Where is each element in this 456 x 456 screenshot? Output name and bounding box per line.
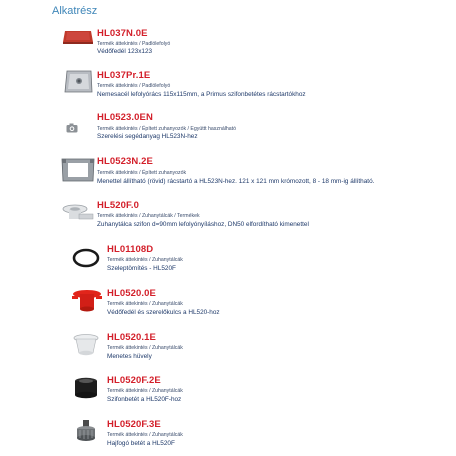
- product-code-link[interactable]: HL520F.0: [97, 200, 139, 211]
- breadcrumb: Termék áttekintés / Zuhanytálcák: [107, 257, 183, 263]
- product-description: Szeleptömítés - HL520F: [107, 265, 176, 272]
- product-description: Szifonbetét a HL520F-hoz: [107, 396, 182, 403]
- product-code-link[interactable]: HL037N.0E: [97, 28, 148, 39]
- list-item[interactable]: [0, 243, 456, 279]
- product-description: Nemesacél lefolyórács 115x115mm, a Primus szifonbetétes rácstartókhoz: [97, 91, 306, 98]
- camera-placeholder-icon[interactable]: [66, 120, 78, 130]
- breadcrumb: Termék áttekintés / Zuhanytálcák: [107, 301, 183, 307]
- product-description: Védőfedél és szerelőkulcs a HL520-hoz: [107, 309, 220, 316]
- hair-trap-icon[interactable]: [72, 420, 100, 446]
- breadcrumb: Termék áttekintés / Zuhanytálcák: [107, 432, 183, 438]
- breadcrumb: Termék áttekintés / Épített zuhanyozók: [97, 170, 187, 176]
- red-cover-key-icon[interactable]: [70, 287, 104, 317]
- product-code-link[interactable]: HL0520.1E: [107, 332, 156, 343]
- product-code-link[interactable]: HL01108D: [107, 244, 154, 255]
- product-code-link[interactable]: HL0520F.2E: [107, 375, 161, 386]
- list-item[interactable]: [0, 287, 456, 323]
- product-code-link[interactable]: HL037Pr.1E: [97, 70, 151, 81]
- product-description: Menetes hüvely: [107, 353, 152, 360]
- breadcrumb: Termék áttekintés / Épített zuhanyozók / Együttt használható: [97, 126, 236, 132]
- product-code-link[interactable]: HL0523.0EN: [97, 112, 153, 123]
- breadcrumb: Termék áttekintés / Zuhanytálcák / Termékek: [97, 213, 200, 219]
- breadcrumb: Termék áttekintés / Zuhanytálcák: [107, 388, 183, 394]
- list-item[interactable]: [0, 199, 456, 235]
- product-description: Menettel állítható (rövid) rácstartó a HL523N-hez. 121 x 121 mm krómozott, 8 - 18 mm-ig állítható.: [97, 178, 375, 185]
- frame-holder-icon[interactable]: [60, 157, 96, 183]
- product-code-link[interactable]: HL0520.0E: [107, 288, 156, 299]
- threaded-sleeve-icon[interactable]: [72, 333, 100, 359]
- list-item[interactable]: [0, 68, 456, 104]
- list-item[interactable]: [0, 418, 456, 454]
- section-title: Alkatrész: [52, 5, 98, 17]
- list-item[interactable]: [0, 155, 456, 191]
- product-code-link[interactable]: HL0520F.3E: [107, 419, 161, 430]
- siphon-icon[interactable]: [60, 203, 96, 225]
- red-square-cover-icon[interactable]: [62, 29, 94, 45]
- steel-grate-icon[interactable]: [62, 68, 94, 96]
- list-item[interactable]: [0, 331, 456, 367]
- siphon-insert-icon[interactable]: [72, 376, 100, 402]
- product-description: Hajfogó betét a HL520F: [107, 440, 175, 447]
- breadcrumb: Termék áttekintés / Zuhanytálcák: [107, 345, 183, 351]
- product-code-link[interactable]: HL0523N.2E: [97, 156, 153, 167]
- seal-ring-icon[interactable]: [72, 247, 100, 269]
- product-description: Zuhanytálca szifon d=90mm lefolyónyíláshoz, DN50 elfordítható kimenettel: [97, 221, 309, 228]
- list-item[interactable]: [0, 374, 456, 410]
- list-item[interactable]: [0, 112, 456, 148]
- breadcrumb: Termék áttekintés / Padlólefolyó: [97, 41, 171, 47]
- breadcrumb: Termék áttekintés / Padlólefolyó: [97, 83, 171, 89]
- list-item[interactable]: [0, 26, 456, 62]
- product-description: Szerelési segédanyag HL523N-hez: [97, 133, 198, 140]
- product-description: Védőfedél 123x123: [97, 48, 153, 55]
